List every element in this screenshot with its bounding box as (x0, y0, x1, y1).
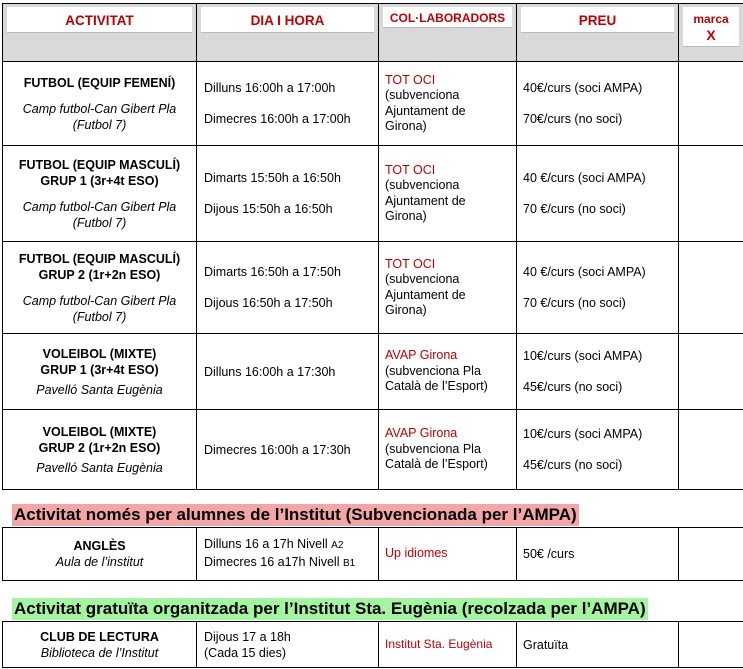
collaborator: AVAP Girona (subvenciona Pla Català de l’Esport) (379, 334, 517, 410)
marca-checkbox[interactable] (679, 62, 743, 146)
marca-checkbox[interactable] (679, 334, 743, 410)
price-no-soci: 45€/curs (no soci) (523, 458, 623, 472)
price: Gratuïta (523, 637, 569, 652)
activity-place: Pavelló Santa Eugènia (36, 460, 163, 475)
marca-checkbox[interactable] (679, 242, 743, 334)
marca-checkbox[interactable] (679, 146, 743, 242)
price-soci: 40€/curs (soci AMPA) (523, 81, 643, 95)
activity-title: FUTBOL (EQUIP FEMENÍ) (23, 75, 176, 90)
collaborator: TOT OCI (subvenciona Ajuntament de Girona) (379, 62, 517, 146)
schedule: Dilluns 16 a 17h Nivell A2 (204, 537, 344, 551)
header-activitat: ACTIVITAT (7, 7, 192, 33)
schedule: Dimecres 16 a17h Nivell B1 (204, 555, 356, 569)
activity-title: VOLEIBOL (MIXTE) GRUP 2 (1r+2n ESO) (38, 424, 161, 455)
schedule: Dilluns 16:00h a 17:00h (204, 81, 336, 95)
price-no-soci: 70 €/curs (no soci) (523, 202, 626, 216)
activity-title: FUTBOL (EQUIP MASCULÍ) GRUP 1 (3r+4t ESO) (18, 157, 181, 188)
table-row (3, 242, 743, 334)
price-soci: 40 €/curs (soci AMPA) (523, 171, 646, 185)
activities-table (2, 3, 743, 490)
activity-place: Biblioteca de l’Institut (40, 645, 159, 660)
price-no-soci: 70 €/curs (no soci) (523, 296, 626, 310)
marca-x: X (706, 27, 716, 43)
price: 50€ /curs (523, 547, 575, 561)
price-soci: 10€/curs (soci AMPA) (523, 427, 643, 441)
activity-place: Pavelló Santa Eugènia (36, 382, 163, 397)
header-dia-hora: DIA I HORA (201, 7, 374, 33)
marca-checkbox[interactable] (679, 622, 743, 668)
reading-club-table (2, 621, 743, 668)
price-soci: 10€/curs (soci AMPA) (523, 349, 643, 363)
table-row (3, 528, 743, 581)
price-no-soci: 70€/curs (no soci) (523, 112, 623, 126)
marca-checkbox[interactable] (679, 410, 743, 490)
activity-place: Camp futbol-Can Gibert Pla (Futbol 7) (22, 293, 177, 324)
collaborator: TOT OCI (subvenciona Ajuntament de Girona) (379, 146, 517, 242)
marca-checkbox[interactable] (679, 528, 743, 581)
schedule: Dilluns 16:00h a 17:30h (204, 364, 336, 379)
schedule: Dijous 15:50h a 16:50h (204, 202, 333, 216)
schedule: Dimarts 15:50h a 16:50h (204, 171, 341, 185)
activity-place: Camp futbol-Can Gibert Pla (Futbol 7) (22, 199, 177, 230)
table-row (3, 334, 743, 410)
table-row (3, 62, 743, 146)
collaborator: TOT OCI (subvenciona Ajuntament de Girona) (379, 242, 517, 334)
collaborator: Up idiomes (385, 546, 448, 561)
schedule: Dimecres 16:00h a 17:00h (204, 112, 351, 126)
header-row (3, 4, 743, 62)
collaborator: Institut Sta. Eugènia (385, 636, 493, 651)
table-row (3, 146, 743, 242)
header-collaboradors: COL·LABORADORS (383, 7, 512, 28)
header-marca (683, 7, 739, 47)
activity-place: Aula de l’institut (55, 555, 144, 569)
activity-title: FUTBOL (EQUIP MASCULÍ) GRUP 2 (1r+2n ESO) (18, 251, 181, 282)
activity-title: VOLEIBOL (MIXTE) GRUP 1 (3r+4t ESO) (40, 346, 159, 377)
schedule: Dimarts 16:50h a 17:50h (204, 265, 341, 279)
table-row (3, 622, 743, 668)
header-preu: PREU (521, 7, 674, 33)
price-no-soci: 45€/curs (no soci) (523, 380, 623, 394)
marca-label: marca (693, 12, 729, 26)
schedule: Dijous 16:50h a 17:50h (204, 296, 333, 310)
collaborator: AVAP Girona (subvenciona Pla Català de l’Esport) (379, 410, 517, 490)
section-title-institut: Activitat només per alumnes de l’Institut (Subvencionada per l’AMPA) (14, 505, 577, 524)
english-table (2, 527, 743, 581)
table-row (3, 410, 743, 490)
price-soci: 40 €/curs (soci AMPA) (523, 265, 646, 279)
activity-title: ANGLÈS (73, 539, 126, 553)
schedule: Dijous 17 a 18h (204, 629, 291, 644)
activity-title: CLUB DE LECTURA (40, 629, 159, 644)
section-title-gratuita: Activitat gratuïta organitzada per l’Institut Sta. Eugènia (recolzada per l’AMPA) (14, 599, 646, 618)
schedule: Dimecres 16:00h a 17:30h (204, 442, 351, 457)
schedule-note: (Cada 15 dies) (204, 645, 286, 660)
activity-place: Camp futbol-Can Gibert Pla (Futbol 7) (22, 101, 177, 132)
